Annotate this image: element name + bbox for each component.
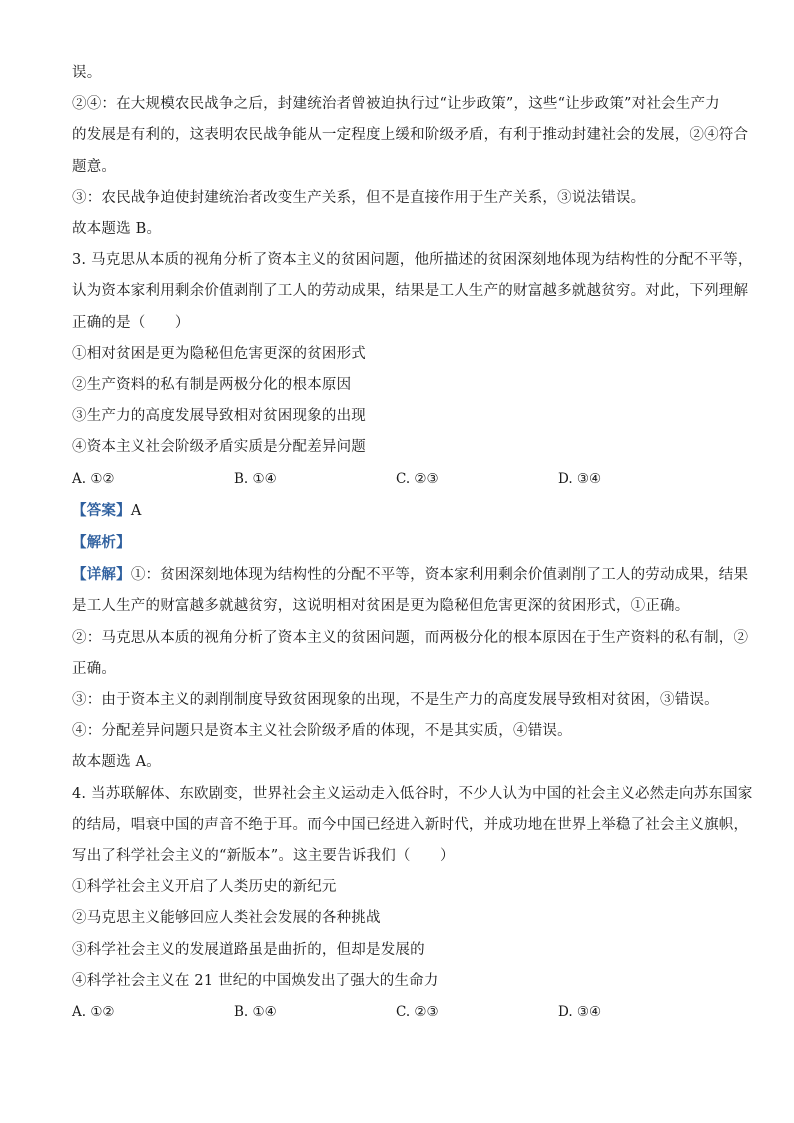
bracket-left: 【 [72, 534, 87, 552]
choice-row [72, 997, 732, 1028]
detail-line [72, 559, 749, 591]
question-stem: 的结局，唱衰中国的声音不绝于耳。而今中国已经进入新时代，并成功地在世界上举稳了社会主义旗帜， [72, 816, 749, 833]
statement-item: ③生产力的高度发展导致相对贫困现象的出现 [72, 408, 366, 425]
bracket-right: 】 [116, 501, 131, 519]
choice-c: C. ②③ [396, 1004, 439, 1021]
analysis-line [72, 527, 732, 559]
detail-tag: 详解 [86, 566, 117, 584]
question-stem: 认为资本家利用剩余价值剥削了工人的劳动成果，结果是工人生产的财富越多就越贫穷。对此，下列理解 [72, 283, 749, 300]
document-page [72, 58, 753, 1028]
text-line: 误。 [72, 65, 102, 81]
choice-b: B. ①④ [234, 1004, 277, 1021]
text-line: ②④：在大规模农民战争之后，封建统治者曾被迫执行过“让步政策”，这些“让步政策”对社会生产力 [72, 96, 720, 113]
statement-item: ③科学社会主义的发展道路虽是曲折的，但却是发展的 [72, 941, 425, 958]
choice-b: B. ①④ [234, 470, 277, 487]
bracket-right: 】 [116, 566, 131, 584]
detail-text: ③：由于资本主义的剥削制度导致贫困现象的出现，不是生产力的高度发展导致相对贫困，③错误。 [72, 692, 719, 709]
bracket-right: 】 [116, 534, 131, 552]
bracket-left: 【 [72, 501, 87, 519]
bracket-left: 【 [72, 566, 87, 584]
question-3 [72, 245, 753, 778]
choice-d: D. ③④ [558, 470, 602, 487]
question-stem: 4. 当苏联解体、东欧剧变，世界社会主义运动走入低谷时，不少人认为中国的社会主义必然走向苏东国家 [72, 785, 753, 802]
choice-a: A. ①② [72, 1004, 115, 1021]
choice-d: D. ③④ [558, 1004, 602, 1021]
text-line: ③：农民战争迫使封建统治者改变生产关系，但不是直接作用于生产关系，③说法错误。 [72, 189, 646, 206]
choice-c: C. ②③ [396, 470, 439, 487]
answer-value: A [130, 502, 142, 519]
detail-text: ①：贫困深刻地体现为结构性的分配不平等，资本家利用剩余价值剥削了工人的劳动成果，结果 [130, 567, 749, 584]
statement-item: ①科学社会主义开启了人类历史的新纪元 [72, 879, 337, 896]
statement-item: ①相对贫困是更为隐秘但危害更深的贫困形式 [72, 345, 366, 362]
detail-text: 正确。 [72, 660, 117, 677]
detail-text: ②：马克思从本质的视角分析了资本主义的贫困问题，而两极分化的根本原因在于生产资料的私有制，② [72, 629, 749, 646]
text-line: 故本题选 B。 [72, 221, 162, 238]
detail-text: 是工人生产的财富越多就越贫穷，这说明相对贫困是更为隐秘但危害更深的贫困形式，①正确。 [72, 598, 690, 615]
statement-item: ②生产资料的私有制是两极分化的根本原因 [72, 377, 352, 394]
statement-item: ②马克思主义能够回应人类社会发展的各种挑战 [72, 910, 381, 927]
conclusion-text: 故本题选 A。 [72, 754, 161, 771]
choice-row [72, 464, 732, 495]
statement-item: ④资本主义社会阶级矛盾实质是分配差异问题 [72, 439, 366, 456]
question-stem: 正确的是（ ） [72, 314, 190, 331]
question-stem: 写出了科学社会主义的“新版本”。这主要告诉我们（ ） [72, 848, 455, 865]
question-stem: 3. 马克思从本质的视角分析了资本主义的贫困问题，他所描述的贫困深刻地体现为结构性的分配不平等， [72, 252, 753, 269]
choice-a: A. ①② [72, 470, 115, 487]
text-line: 题意。 [72, 158, 117, 175]
analysis-tag: 解析 [86, 534, 117, 552]
text-line: 的发展是有利的，这表明农民战争能从一定程度上缓和阶级矛盾，有利于推动封建社会的发展，②④符合 [72, 127, 749, 144]
statement-item: ④科学社会主义在 21 世纪的中国焕发出了强大的生命力 [72, 972, 439, 989]
answer-line [72, 495, 732, 527]
answer-tag: 答案 [86, 501, 117, 519]
detail-text: ④：分配差异问题只是资本主义社会阶级矛盾的体现，不是其实质，④错误。 [72, 723, 572, 740]
question-4 [72, 779, 753, 1029]
